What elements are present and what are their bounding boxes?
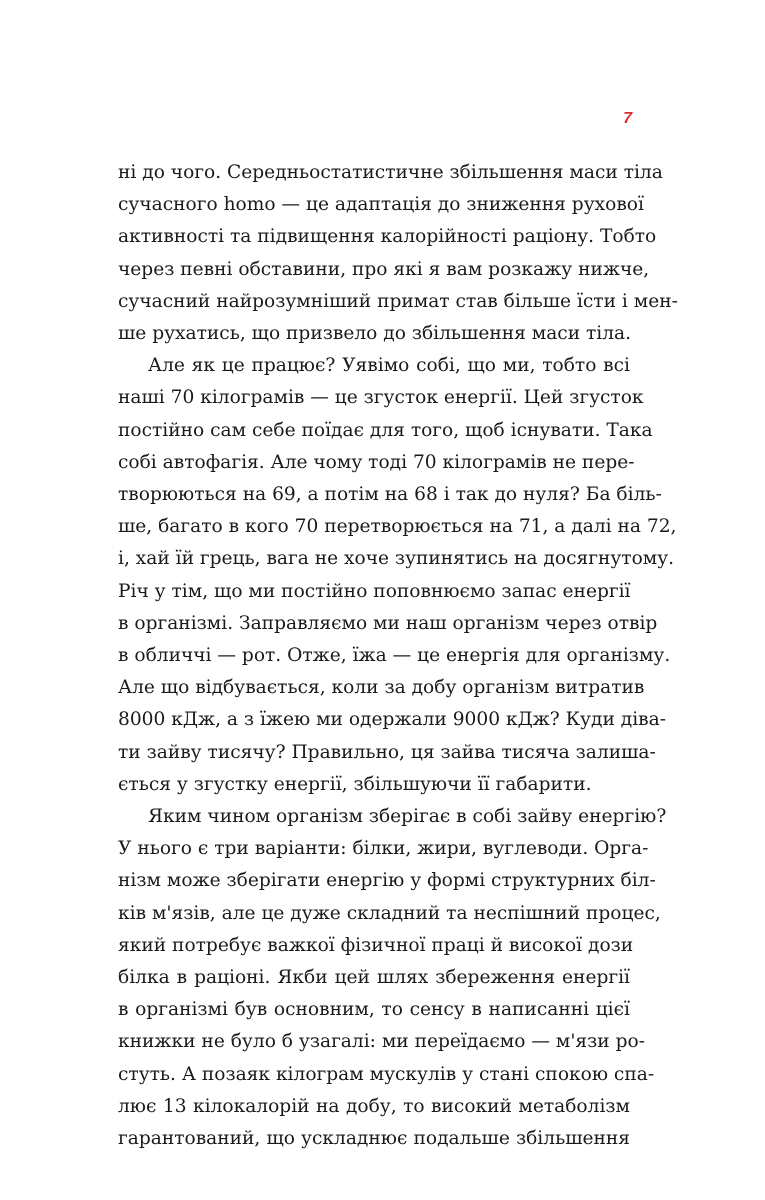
text-line: Але як це працює? Уявімо собі, що ми, тобто всі <box>148 355 630 377</box>
text-line: гарантований, що ускладнює подальше збільшення <box>118 1128 630 1150</box>
paragraph-2 <box>118 350 677 801</box>
text-line: У нього є три варіанти: білки, жири, вуглеводи. Орга- <box>118 838 649 860</box>
text-line: лює 13 кілокалорій на добу, то високий метаболізм <box>118 1095 630 1117</box>
text-line: в організмі. Заправляємо ми наш організм через отвір <box>118 612 658 634</box>
paragraph-1 <box>118 157 678 350</box>
text-line: Але що відбувається, коли за добу організм витратив <box>118 677 645 699</box>
text-line: творюються на 69, а потім на 68 і так до нуля? Ба біль- <box>118 484 662 506</box>
text-line: в обличчі — рот. Отже, їжа — це енергія для організму. <box>118 645 671 667</box>
page-number: 7 <box>623 110 632 127</box>
text-line: в організмі був основним, то сенсу в написанні цієї <box>118 999 630 1021</box>
text-line: Яким чином організм зберігає в собі зайву енергію? <box>148 806 667 828</box>
text-line: ків м'язів, але це дуже складний та неспішний процес, <box>118 902 661 924</box>
text-line: книжки не було б узагалі: ми переїдаємо — м'язи ро- <box>118 1031 645 1053</box>
text-line: ні до чого. Середньостатистичне збільшення маси тіла <box>118 162 663 183</box>
text-line: нізм може зберігати енергію у формі структурних біл- <box>118 870 656 892</box>
text-line: сучасного homo — це адаптація до зниження рухової <box>118 194 644 216</box>
text-line: білка в раціоні. Якби цей шлях збереження енергії <box>118 967 630 989</box>
text-line: через певні обставини, про які я вам розкажу нижче, <box>118 258 650 280</box>
paragraph-3 <box>118 801 667 1155</box>
body-text <box>118 157 678 1155</box>
text-line: собі автофагія. Але чому тоді 70 кілограмів не пере- <box>118 451 635 473</box>
text-line: ти зайву тисячу? Правильно, ця зайва тисяча залиша- <box>118 741 656 763</box>
text-line: постійно сам себе поїдає для того, щоб існувати. Така <box>118 419 653 441</box>
text-line: 8000 кДж, а з їжею ми одержали 9000 кДж? Куди діва- <box>118 709 666 731</box>
text-line: ється у згустку енергії, збільшуючи її габарити. <box>118 773 592 795</box>
text-line: який потребує важкої фізичної праці й високої дози <box>118 934 634 956</box>
text-line: ше, багато в кого 70 перетворюється на 71, а далі на 72, <box>118 516 677 538</box>
text-line: наші 70 кілограмів — це згусток енергії. Цей згусток <box>118 387 644 409</box>
text-line: Річ у тім, що ми постійно поповнюємо запас енергії <box>118 580 631 602</box>
text-line: стуть. А позаяк кілограм мускулів у стані спокою спа- <box>118 1063 655 1085</box>
text-line: активності та підвищення калорійності раціону. Тобто <box>118 226 657 248</box>
text-line: сучасний найрозумніший примат став більше їсти і мен- <box>118 290 678 312</box>
text-line: і, хай їй грець, вага не хоче зупинятись на досягнутому. <box>118 548 675 570</box>
text-line: ше рухатись, що призвело до збільшення маси тіла. <box>118 323 632 345</box>
